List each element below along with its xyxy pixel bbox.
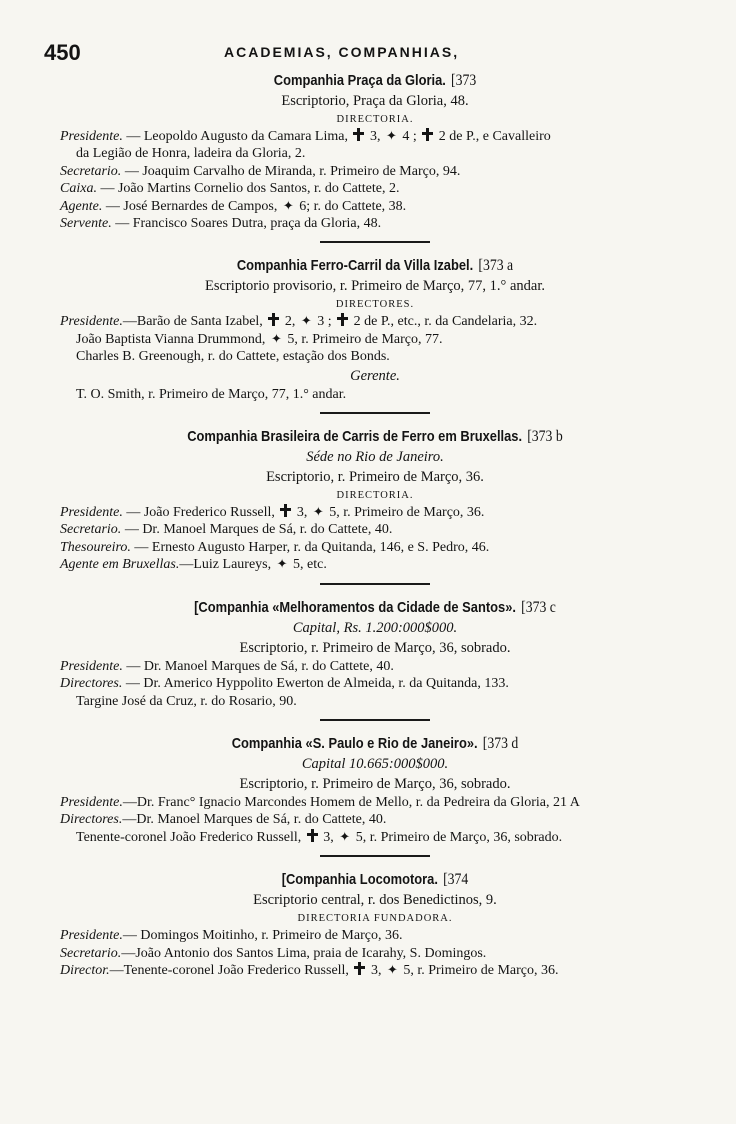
board-entry — [60, 198, 690, 215]
entry-text: — João Martins Cornelio dos Santos, r. do Cattete, 2. — [96, 181, 400, 197]
order-cross-icon — [280, 504, 291, 517]
board-entry — [60, 128, 690, 145]
entry-text: 3, — [293, 505, 311, 521]
company-name: Companhia Praça da Gloria. — [273, 72, 446, 89]
entry-text: — João Frederico Russell, — [122, 505, 279, 521]
section-ref: [374 — [443, 871, 469, 889]
board-entry — [60, 693, 690, 710]
entry-text: — Dr. Americo Hyppolito Ewerton de Almeida, r. da Quitanda, 133. — [122, 676, 509, 692]
board-entry — [60, 145, 690, 162]
manager-entry: T. O. Smith, r. Primeiro de Março, 77, 1.° andar. — [76, 386, 347, 402]
board-heading: DIRECTORIA. — [336, 114, 414, 125]
entry-text: 5, etc. — [289, 557, 327, 573]
board-entry — [60, 313, 690, 330]
entry-text: — Francisco Soares Dutra, praça da Gloria, 48. — [111, 216, 382, 232]
order-cross-icon — [353, 128, 364, 141]
entry-text: 2, — [281, 314, 299, 330]
entry-text: 2 de P., etc., r. da Candelaria, 32. — [350, 314, 538, 330]
board-heading: DIRECTORIA FUNDADORA. — [297, 913, 453, 925]
board-entry — [60, 927, 690, 944]
entry-text: —Dr. Manoel Marques de Sá, r. do Cattete, 40. — [122, 812, 387, 828]
entry-role: Caixa. — [60, 181, 97, 197]
entry-text: —João Antonio dos Santos Lima, praia de Icarahy, S. Domingos. — [121, 945, 487, 961]
company-title — [104, 255, 646, 276]
entry-text: 3, — [367, 962, 385, 978]
board-heading: DIRECTORIA. — [336, 490, 414, 502]
section-ref: [373 c — [521, 598, 556, 616]
entry-text: 3, — [319, 829, 338, 845]
section-divider — [320, 412, 430, 414]
section-divider — [320, 241, 430, 243]
company-section — [60, 70, 690, 232]
entry-text: — Domingos Moitinho, r. Primeiro de Março, 36. — [122, 928, 403, 944]
order-star-icon: ✦ — [300, 314, 312, 330]
board-entry — [60, 962, 690, 979]
company-section — [60, 597, 690, 710]
entry-text: 2 de P., e Cavalleiro — [435, 129, 551, 144]
board-entry — [60, 675, 690, 692]
section-ref: [373 — [450, 72, 477, 89]
office-address: Escriptorio, r. Primeiro de Março, 36. — [266, 469, 484, 486]
order-cross-icon — [307, 829, 318, 842]
board-entry — [60, 348, 690, 365]
entry-role: Servente. — [60, 216, 112, 232]
entry-text: — Dr. Manoel Marques de Sá, r. do Cattete, 40. — [122, 658, 394, 674]
page-body — [60, 70, 690, 979]
section-divider — [320, 855, 430, 857]
company-name: [Companhia «Melhoramentos da Cidade de Santos». — [194, 598, 516, 616]
office-address: Escriptorio, r. Primeiro de Março, 36, sobrado. — [239, 775, 511, 792]
section-ref: [373 d — [482, 734, 519, 752]
entry-role: Presidente. — [60, 505, 123, 521]
board-entry — [60, 556, 690, 573]
entry-text: João Baptista Vianna Drummond, — [76, 331, 269, 347]
entry-text: — José Bernardes de Campos, — [102, 198, 281, 214]
company-subtitle: Séde no Rio de Janeiro. — [306, 449, 444, 466]
order-cross-icon — [337, 313, 348, 326]
entry-text: 5, r. Primeiro de Março, 36. — [325, 505, 485, 521]
board-entry — [60, 945, 690, 962]
office-address: Escriptorio, Praça da Gloria, 48. — [281, 93, 469, 109]
order-star-icon: ✦ — [270, 331, 282, 347]
company-subtitle: Capital 10.665:000$000. — [301, 755, 449, 772]
order-cross-icon — [268, 313, 279, 326]
entry-text: Tenente-coronel João Frederico Russell, — [76, 829, 305, 845]
company-title — [104, 70, 646, 91]
entry-role: Presidente. — [60, 794, 123, 810]
company-section — [60, 426, 690, 574]
board-entry — [60, 521, 690, 538]
company-title — [104, 733, 646, 754]
entry-text: da Legião de Honra, ladeira da Gloria, 2. — [76, 146, 306, 162]
entry-role: Presidente. — [60, 129, 123, 144]
section-divider — [320, 719, 430, 721]
board-entry — [60, 829, 690, 846]
company-name: Companhia Brasileira de Carris de Ferro em Bruxellas. — [187, 428, 523, 446]
board-entry — [60, 811, 690, 828]
entry-text: Charles B. Greenough, r. do Cattete, estação dos Bonds. — [76, 349, 390, 365]
order-star-icon: ✦ — [312, 505, 324, 521]
company-name: Companhia Ferro-Carril da Villa Izabel. — [236, 257, 474, 275]
company-subtitle: Capital, Rs. 1.200:000$000. — [292, 619, 458, 636]
company-name: Companhia «S. Paulo e Rio de Janeiro». — [231, 734, 478, 752]
board-entry — [60, 215, 690, 232]
entry-text: — Ernesto Augusto Harper, r. da Quitanda, 146, e S. Pedro, 46. — [130, 539, 490, 555]
office-address: Escriptorio central, r. dos Benedictinos, 9. — [253, 892, 497, 909]
running-title: ACADEMIAS, COMPANHIAS, — [224, 44, 460, 60]
entry-text: —Tenente-coronel João Frederico Russell, — [109, 962, 353, 978]
entry-role: Presidente. — [60, 314, 123, 330]
company-title — [104, 597, 646, 618]
entry-text: —Dr. Franc° Ignacio Marcondes Homem de Mello, r. da Pedreira da Gloria, 21 A — [122, 794, 580, 810]
page-header — [44, 40, 696, 70]
section-ref: [373 a — [478, 257, 514, 275]
entry-role: Agente. — [60, 198, 103, 214]
entry-role: Presidente. — [60, 928, 123, 944]
section-ref: [373 b — [527, 428, 563, 446]
order-cross-icon — [422, 128, 433, 141]
entry-text: 5, r. Primeiro de Março, 77. — [283, 331, 443, 347]
company-title — [104, 869, 646, 890]
entry-role: Secretario. — [60, 163, 122, 179]
order-star-icon: ✦ — [339, 829, 351, 845]
board-entry — [60, 539, 690, 556]
entry-role: Agente em Bruxellas. — [60, 557, 180, 573]
entry-text: 5, r. Primeiro de Março, 36, sobrado. — [352, 829, 563, 845]
board-entry — [60, 163, 690, 180]
entry-text: Targine José da Cruz, r. do Rosario, 90. — [76, 693, 297, 709]
entry-text: 5, r. Primeiro de Março, 36. — [399, 962, 559, 978]
entry-role: Secretario. — [60, 945, 122, 961]
entry-text: — Leopoldo Augusto da Camara Lima, — [122, 129, 352, 144]
order-cross-icon — [354, 962, 365, 975]
order-star-icon: ✦ — [282, 198, 294, 214]
board-entry — [60, 180, 690, 197]
company-name: [Companhia Locomotora. — [281, 871, 438, 889]
board-entry — [60, 794, 690, 811]
entry-role: Presidente. — [60, 658, 123, 674]
entry-text: 4 ; — [398, 129, 421, 144]
entry-text: — Dr. Manoel Marques de Sá, r. do Cattete, 40. — [121, 522, 393, 538]
entry-text: 6; r. do Cattete, 38. — [295, 198, 407, 214]
entry-role: Directores. — [60, 676, 123, 692]
company-section — [60, 255, 690, 403]
entry-text: — Joaquim Carvalho de Miranda, r. Primeiro de Março, 94. — [121, 163, 461, 179]
company-section — [60, 733, 690, 846]
board-entry — [60, 504, 690, 521]
entry-role: Secretario. — [60, 522, 122, 538]
office-address: Escriptorio provisorio, r. Primeiro de Março, 77, 1.° andar. — [204, 278, 546, 295]
board-heading: DIRECTORES. — [335, 299, 415, 311]
entry-text: 3, — [366, 129, 384, 144]
company-section — [60, 869, 690, 979]
entry-text: —Luiz Laureys, — [179, 557, 275, 573]
board-entry — [60, 658, 690, 675]
entry-text: 3 ; — [313, 314, 336, 330]
board-entry — [60, 331, 690, 348]
entry-text: —Barão de Santa Izabel, — [122, 314, 267, 330]
entry-role: Directores. — [60, 812, 123, 828]
order-star-icon: ✦ — [276, 557, 288, 573]
page-number: 450 — [44, 40, 81, 65]
manager-heading: Gerente. — [350, 367, 400, 384]
office-address: Escriptorio, r. Primeiro de Março, 36, sobrado. — [239, 639, 511, 656]
entry-role: Director. — [60, 962, 110, 978]
section-divider — [320, 583, 430, 585]
entry-role: Thesoureiro. — [60, 539, 131, 555]
order-star-icon: ✦ — [386, 962, 398, 978]
order-star-icon: ✦ — [385, 129, 397, 144]
company-title — [104, 426, 646, 447]
